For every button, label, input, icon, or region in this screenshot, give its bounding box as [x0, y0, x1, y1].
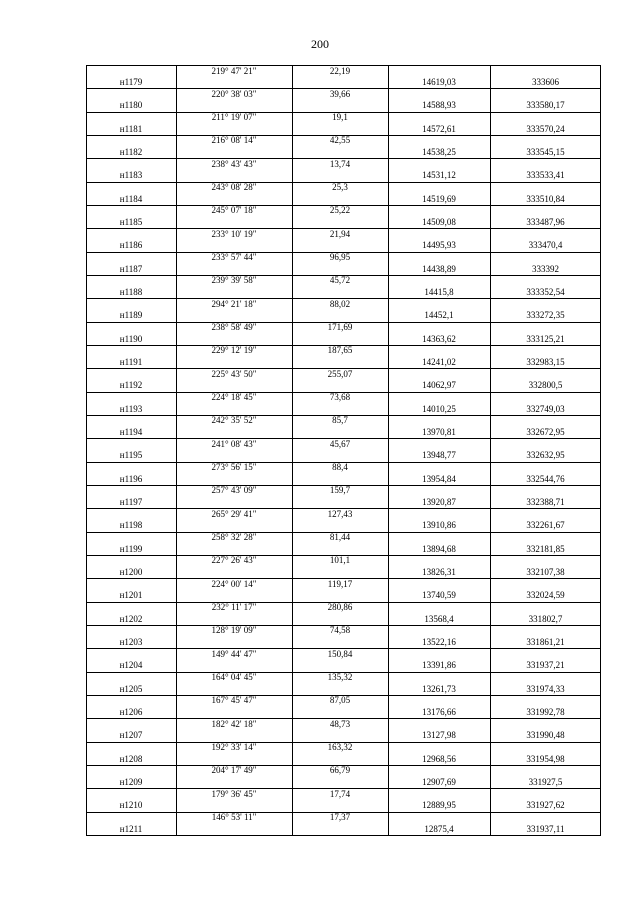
- page-number: 200: [311, 37, 329, 51]
- segment-length-cell: 81,44: [329, 532, 351, 543]
- segment-length-cell: 19,1: [332, 112, 348, 123]
- x-coordinate-cell: 14415,8: [424, 287, 454, 298]
- segment-length-cell: 127,43: [327, 508, 353, 519]
- point-id-cell: н1202: [119, 613, 143, 624]
- x-coordinate-cell: 13391,86: [422, 660, 456, 671]
- direction-angle-cell: 146° 53' 11": [211, 812, 257, 823]
- x-coordinate-cell: 14572,61: [422, 123, 456, 134]
- point-id-cell: н1190: [119, 333, 143, 344]
- direction-angle-cell: 242° 35' 52": [211, 415, 257, 426]
- direction-angle-cell: 229° 12' 19": [211, 345, 257, 356]
- y-coordinate-cell: 333580,17: [526, 100, 565, 111]
- x-coordinate-cell: 13920,87: [422, 497, 456, 508]
- x-coordinate-cell: 13176,66: [422, 707, 456, 718]
- direction-angle-cell: 232° 11' 17": [211, 602, 257, 613]
- y-coordinate-cell: 332983,15: [526, 357, 565, 368]
- y-coordinate-cell: 333272,35: [526, 310, 565, 321]
- segment-length-cell: 88,02: [329, 298, 351, 309]
- point-id-cell: н1188: [119, 287, 143, 298]
- x-coordinate-cell: 12907,69: [422, 777, 456, 788]
- x-coordinate-cell: 13948,77: [422, 450, 456, 461]
- direction-angle-cell: 225° 43' 50": [211, 368, 257, 379]
- y-coordinate-cell: 331954,98: [526, 753, 565, 764]
- direction-angle-cell: 204° 17' 49": [211, 765, 257, 776]
- y-coordinate-cell: 332749,03: [526, 403, 565, 414]
- x-coordinate-cell: 13568,4: [424, 613, 454, 624]
- point-id-cell: н1189: [119, 310, 143, 321]
- y-coordinate-cell: 332632,95: [526, 450, 565, 461]
- point-id-cell: н1183: [119, 170, 143, 181]
- x-coordinate-cell: 13127,98: [422, 730, 456, 741]
- point-id-cell: н1201: [119, 590, 143, 601]
- segment-length-cell: 39,66: [329, 88, 351, 99]
- segment-length-cell: 21,94: [329, 228, 351, 239]
- segment-length-cell: 48,73: [329, 718, 351, 729]
- point-id-cell: н1209: [119, 777, 143, 788]
- point-id-cell: н1200: [119, 567, 143, 578]
- point-id-cell: н1211: [119, 823, 143, 834]
- segment-length-cell: 25,3: [332, 182, 348, 193]
- segment-length-cell: 135,32: [327, 672, 353, 683]
- point-id-cell: н1210: [119, 800, 143, 811]
- segment-length-cell: 163,32: [327, 742, 353, 753]
- x-coordinate-cell: 12875,4: [424, 823, 454, 834]
- y-coordinate-cell: 331802,7: [528, 613, 563, 624]
- y-coordinate-cell: 333470,4: [528, 240, 563, 251]
- x-coordinate-cell: 13522,16: [422, 637, 456, 648]
- point-id-cell: н1179: [119, 77, 143, 88]
- y-coordinate-cell: 332024,59: [526, 590, 565, 601]
- segment-length-cell: 45,67: [329, 438, 351, 449]
- y-coordinate-cell: 333533,41: [526, 170, 565, 181]
- x-coordinate-cell: 14495,93: [422, 240, 456, 251]
- y-coordinate-cell: 333125,21: [526, 333, 565, 344]
- direction-angle-cell: 265° 29' 41": [211, 508, 257, 519]
- x-coordinate-cell: 14010,25: [422, 403, 456, 414]
- point-id-cell: н1199: [119, 543, 143, 554]
- direction-angle-cell: 128° 19' 09": [211, 625, 257, 636]
- point-id-cell: н1182: [119, 147, 143, 158]
- direction-angle-cell: 149° 44' 47": [211, 648, 257, 659]
- x-coordinate-cell: 14519,69: [422, 193, 456, 204]
- segment-length-cell: 88,4: [332, 462, 348, 473]
- segment-length-cell: 280,86: [327, 602, 353, 613]
- segment-length-cell: 42,55: [329, 135, 351, 146]
- segment-length-cell: 85,7: [332, 415, 348, 426]
- segment-length-cell: 159,7: [329, 485, 351, 496]
- direction-angle-cell: 233° 10' 19": [211, 228, 257, 239]
- y-coordinate-cell: 331927,62: [526, 800, 565, 811]
- segment-length-cell: 13,74: [329, 158, 351, 169]
- segment-length-cell: 255,07: [327, 368, 353, 379]
- y-coordinate-cell: 333545,15: [526, 147, 565, 158]
- segment-length-cell: 73,68: [329, 392, 351, 403]
- x-coordinate-cell: 14531,12: [422, 170, 456, 181]
- point-id-cell: н1204: [119, 660, 143, 671]
- x-coordinate-cell: 13261,73: [422, 683, 456, 694]
- y-coordinate-cell: 331937,11: [526, 823, 565, 834]
- x-coordinate-cell: 13740,59: [422, 590, 456, 601]
- y-coordinate-cell: 333606: [532, 77, 559, 88]
- segment-length-cell: 96,95: [329, 252, 351, 263]
- point-id-cell: н1180: [119, 100, 143, 111]
- segment-length-cell: 87,05: [329, 695, 351, 706]
- y-coordinate-cell: 332261,67: [526, 520, 565, 531]
- y-coordinate-cell: 333392: [532, 263, 559, 274]
- x-coordinate-cell: 13826,31: [422, 567, 456, 578]
- y-coordinate-cell: 333352,54: [526, 287, 565, 298]
- y-coordinate-cell: 331937,21: [526, 660, 565, 671]
- point-id-cell: н1192: [119, 380, 143, 391]
- direction-angle-cell: 220° 38' 03": [211, 88, 257, 99]
- direction-angle-cell: 167° 45' 47": [211, 695, 257, 706]
- y-coordinate-cell: 331992,78: [526, 707, 565, 718]
- direction-angle-cell: 238° 58' 49": [211, 322, 257, 333]
- y-coordinate-cell: 332181,85: [526, 543, 565, 554]
- direction-angle-cell: 241° 08' 43": [211, 438, 257, 449]
- segment-length-cell: 17,37: [329, 812, 351, 823]
- x-coordinate-cell: 12889,95: [422, 800, 456, 811]
- x-coordinate-cell: 14538,25: [422, 147, 456, 158]
- segment-length-cell: 101,1: [329, 555, 351, 566]
- direction-angle-cell: 258° 32' 28": [211, 532, 257, 543]
- y-coordinate-cell: 332672,95: [526, 427, 565, 438]
- point-id-cell: н1195: [119, 450, 143, 461]
- direction-angle-cell: 182° 42' 18": [211, 718, 257, 729]
- y-coordinate-cell: 333487,96: [526, 217, 565, 228]
- point-id-cell: н1184: [119, 193, 143, 204]
- y-coordinate-cell: 332107,38: [526, 567, 565, 578]
- point-id-cell: н1205: [119, 683, 143, 694]
- x-coordinate-cell: 14363,62: [422, 333, 456, 344]
- direction-angle-cell: 294° 21' 18": [211, 298, 257, 309]
- x-coordinate-cell: 14509,08: [422, 217, 456, 228]
- direction-angle-cell: 216° 08' 14": [211, 135, 257, 146]
- point-id-cell: н1181: [119, 123, 143, 134]
- x-coordinate-cell: 13894,68: [422, 543, 456, 554]
- point-id-cell: н1194: [119, 427, 143, 438]
- direction-angle-cell: 243° 08' 28": [211, 182, 257, 193]
- coordinates-table: [86, 65, 601, 835]
- direction-angle-cell: 179° 36' 45": [211, 788, 257, 799]
- x-coordinate-cell: 14588,93: [422, 100, 456, 111]
- x-coordinate-cell: 14241,02: [422, 357, 456, 368]
- y-coordinate-cell: 332544,76: [526, 473, 565, 484]
- direction-angle-cell: 273° 56' 15": [211, 462, 257, 473]
- point-id-cell: н1208: [119, 753, 143, 764]
- direction-angle-cell: 233° 57' 44": [211, 252, 257, 263]
- point-id-cell: н1197: [119, 497, 143, 508]
- direction-angle-cell: 192° 33' 14": [211, 742, 257, 753]
- segment-length-cell: 22,19: [329, 65, 351, 76]
- segment-length-cell: 187,65: [327, 345, 353, 356]
- direction-angle-cell: 257° 43' 09": [211, 485, 257, 496]
- x-coordinate-cell: 13910,86: [422, 520, 456, 531]
- segment-length-cell: 45,72: [329, 275, 351, 286]
- x-coordinate-cell: 13970,81: [422, 427, 456, 438]
- y-coordinate-cell: 333510,84: [526, 193, 565, 204]
- y-coordinate-cell: 331990,48: [526, 730, 565, 741]
- table-row-divider: [86, 835, 601, 836]
- segment-length-cell: 171,69: [327, 322, 353, 333]
- y-coordinate-cell: 331927,5: [528, 777, 563, 788]
- x-coordinate-cell: 14619,03: [422, 77, 456, 88]
- direction-angle-cell: 245° 07' 18": [211, 205, 257, 216]
- point-id-cell: н1187: [119, 263, 143, 274]
- direction-angle-cell: 224° 18' 45": [211, 392, 257, 403]
- segment-length-cell: 119,17: [327, 578, 353, 589]
- segment-length-cell: 150,84: [327, 648, 353, 659]
- y-coordinate-cell: 331861,21: [526, 637, 565, 648]
- point-id-cell: н1206: [119, 707, 143, 718]
- direction-angle-cell: 211° 19' 07": [211, 112, 257, 123]
- y-coordinate-cell: 331974,33: [526, 683, 565, 694]
- direction-angle-cell: 219° 47' 21": [211, 65, 257, 76]
- y-coordinate-cell: 333570,24: [526, 123, 565, 134]
- point-id-cell: н1196: [119, 473, 143, 484]
- direction-angle-cell: 238° 43' 43": [211, 158, 257, 169]
- segment-length-cell: 17,74: [329, 788, 351, 799]
- direction-angle-cell: 227° 26' 43": [211, 555, 257, 566]
- point-id-cell: н1193: [119, 403, 143, 414]
- x-coordinate-cell: 12968,56: [422, 753, 456, 764]
- point-id-cell: н1207: [119, 730, 143, 741]
- direction-angle-cell: 239° 39' 58": [211, 275, 257, 286]
- segment-length-cell: 25,22: [329, 205, 351, 216]
- point-id-cell: н1186: [119, 240, 143, 251]
- y-coordinate-cell: 332800,5: [528, 380, 563, 391]
- point-id-cell: н1198: [119, 520, 143, 531]
- segment-length-cell: 74,58: [329, 625, 351, 636]
- x-coordinate-cell: 14452,1: [424, 310, 454, 321]
- point-id-cell: н1203: [119, 637, 143, 648]
- x-coordinate-cell: 14062,97: [422, 380, 456, 391]
- direction-angle-cell: 224° 00' 14": [211, 578, 257, 589]
- segment-length-cell: 66,79: [329, 765, 351, 776]
- direction-angle-cell: 164° 04' 45": [211, 672, 257, 683]
- y-coordinate-cell: 332388,71: [526, 497, 565, 508]
- point-id-cell: н1191: [119, 357, 143, 368]
- x-coordinate-cell: 14438,89: [422, 263, 456, 274]
- x-coordinate-cell: 13954,84: [422, 473, 456, 484]
- point-id-cell: н1185: [119, 217, 143, 228]
